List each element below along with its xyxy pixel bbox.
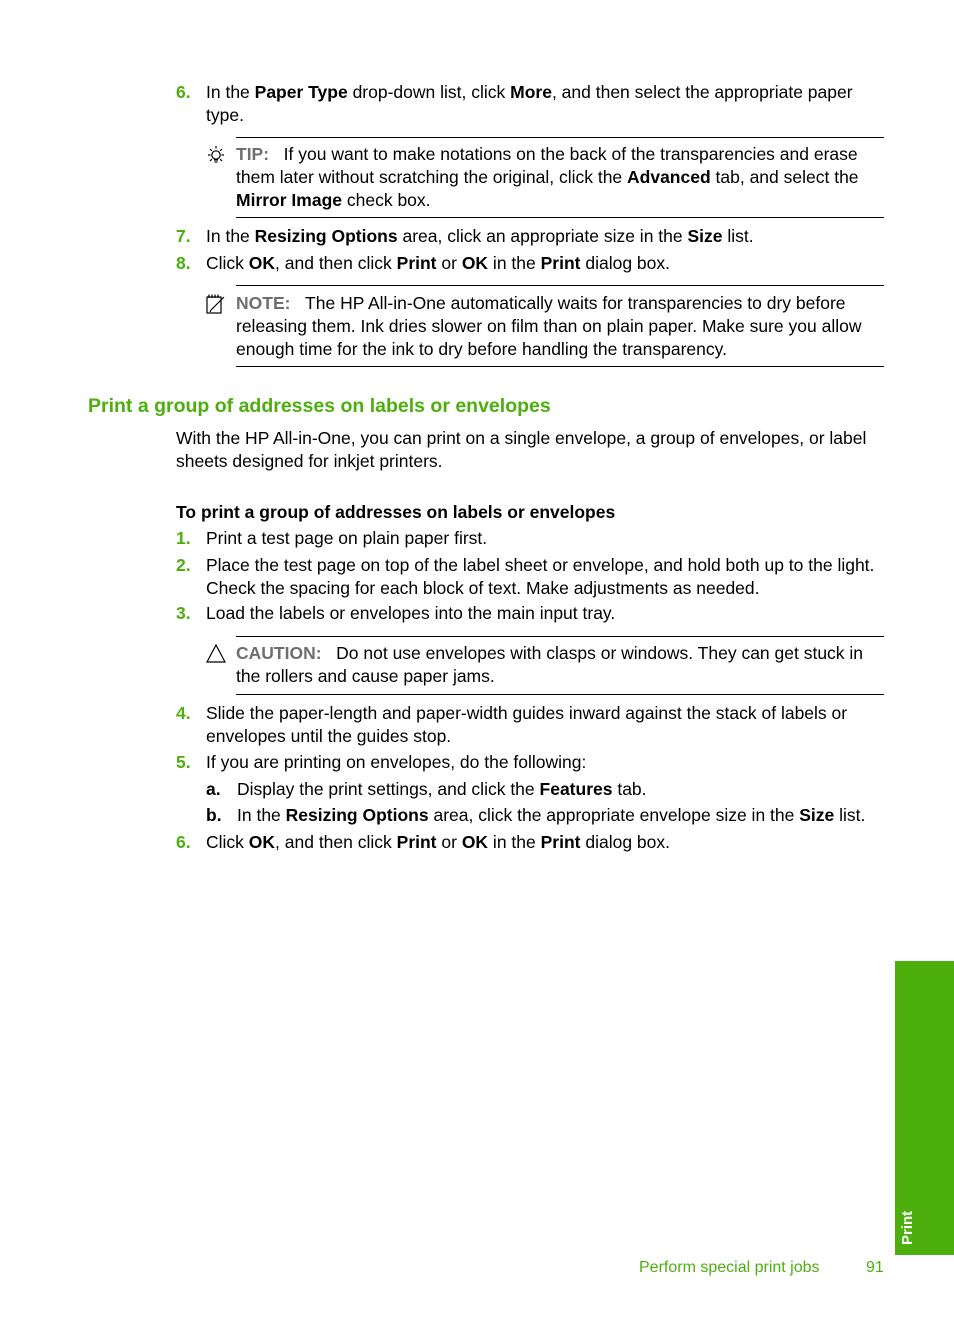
substep-text: Display the print settings, and click the Features tab. xyxy=(237,779,647,799)
step-number: 7. xyxy=(176,226,191,246)
section-intro: With the HP All-in-One, you can print on a single envelope, a group of envelopes, or label sheets designed for inkjet printers. xyxy=(176,428,867,471)
note-callout xyxy=(236,292,884,361)
caution-top-rule xyxy=(236,636,884,637)
step-number: 5. xyxy=(176,752,191,772)
step-text: Click OK, and then click Print or OK in the Print dialog box. xyxy=(206,253,670,273)
caution-bottom-rule xyxy=(236,694,884,695)
section-heading: Print a group of addresses on labels or envelopes xyxy=(88,395,551,417)
step-text: Print a test page on plain paper first. xyxy=(206,528,488,548)
step-text: Click OK, and then click Print or OK in the Print dialog box. xyxy=(206,832,670,852)
caution-text: Do not use envelopes with clasps or windows. They can get stuck in the rollers and cause paper jams. xyxy=(236,643,864,686)
step-text: In the Resizing Options area, click an appropriate size in the Size list. xyxy=(206,226,754,246)
step-text: Slide the paper-length and paper-width guides inward against the stack of labels or envelopes until the guides stop. xyxy=(206,703,848,746)
step-number: 8. xyxy=(176,253,191,273)
caution-label: CAUTION: xyxy=(236,643,322,663)
step-number: 6. xyxy=(176,82,191,102)
step-text: Load the labels or envelopes into the main input tray. xyxy=(206,603,616,623)
step-text: Place the test page on top of the label sheet or envelope, and hold both up to the light. Check the spacing for each block of text. Make adjustments as needed. xyxy=(206,555,875,598)
note-bottom-rule xyxy=(236,366,884,367)
step-number: 6. xyxy=(176,832,191,852)
tip-label: TIP: xyxy=(236,144,270,164)
caution-callout xyxy=(236,642,884,688)
step-number: 1. xyxy=(176,528,191,548)
footer-page-number: 91 xyxy=(866,1259,884,1276)
step-number: 2. xyxy=(176,555,191,575)
step-number: 4. xyxy=(176,703,191,723)
tip-bottom-rule xyxy=(236,217,884,218)
tip-top-rule xyxy=(236,137,884,138)
note-label: NOTE: xyxy=(236,293,291,313)
substep-text: In the Resizing Options area, click the appropriate envelope size in the Size list. xyxy=(237,805,866,825)
caution-triangle-icon xyxy=(205,643,227,665)
note-text: The HP All-in-One automatically waits for transparencies to dry before releasing them. Ink dries slower on film than on plain paper. Make sure you allow enough time for the ink to dry before handling the transparency. xyxy=(236,293,862,359)
step-text: If you are printing on envelopes, do the following: xyxy=(206,752,587,772)
procedure-title: To print a group of addresses on labels or envelopes xyxy=(176,502,616,522)
lightbulb-icon xyxy=(205,145,227,167)
tip-callout xyxy=(236,143,884,212)
step-number: 3. xyxy=(176,603,191,623)
footer-chapter-title: Perform special print jobs xyxy=(639,1259,820,1276)
note-pad-icon xyxy=(205,293,227,315)
step-text: In the Paper Type drop-down list, click More, and then select the appropriate paper type. xyxy=(206,82,853,125)
chapter-side-tab-label: Print xyxy=(899,1210,916,1245)
tip-text: If you want to make notations on the back of the transparencies and erase them later without scratching the original, click the Advanced tab, and select the Mirror Image check box. xyxy=(236,144,859,210)
substep-letter: a. xyxy=(206,779,221,799)
substep-letter: b. xyxy=(206,805,222,825)
note-top-rule xyxy=(236,285,884,286)
